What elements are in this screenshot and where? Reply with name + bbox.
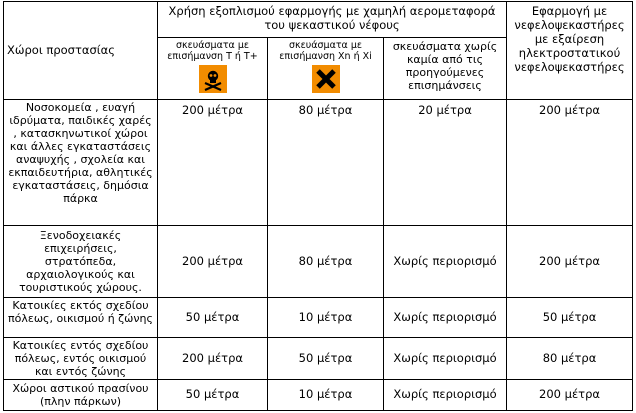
zone-cell: Κατοικίες εντός σχεδίου πόλεως, εντός οικισμού και εντός ζώνης <box>4 337 158 379</box>
zone-cell: Κατοικίες εκτός σχεδίου πόλεως, οικισμού ή ζώνης <box>4 297 158 337</box>
table-row <box>4 337 633 379</box>
table-row <box>4 379 633 410</box>
header-harmful-col <box>268 38 384 100</box>
header-electrostatic: Εφαρμογή με νεφελοψεκαστήρες με εξαίρεση ηλεκτροστατικού νεφελοψεκαστήρες <box>507 2 633 100</box>
table-row <box>4 100 633 225</box>
value-cell: 200 μέτρα <box>507 100 633 225</box>
value-cell: Χωρίς περιορισμό <box>384 297 507 337</box>
header-equipment-group: Χρήση εξοπλισμού εφαρμογής με χαμηλή αερομεταφορά του ψεκαστικού νέφους <box>158 2 507 38</box>
zone-cell: Νοσοκομεία , ευαγή ιδρύματα, παιδικές χαρές , κατασκηνωτικοί χώροι και άλλες εγκαταστάσεις αναψυχής , σχολεία και εκπαιδευτήρια, αθλητικές εγκαταστάσεις, δημόσια πάρκα <box>4 100 158 225</box>
value-cell: 50 μέτρα <box>268 337 384 379</box>
value-cell: Χωρίς περιορισμό <box>384 225 507 297</box>
value-cell: 200 μέτρα <box>507 379 633 410</box>
value-cell: 80 μέτρα <box>268 100 384 225</box>
value-cell: 80 μέτρα <box>507 337 633 379</box>
x-cross-harmful-hazard-icon <box>312 65 340 93</box>
header-no-label-col: σκευάσματα χωρίς καμία από τις προηγούμενες επισημάνσεις <box>384 38 507 100</box>
value-cell: 200 μέτρα <box>507 225 633 297</box>
distance-table <box>3 1 633 411</box>
value-cell: 50 μέτρα <box>507 297 633 337</box>
value-cell: Χωρίς περιορισμό <box>384 337 507 379</box>
zone-cell: Χώροι αστικού πρασίνου (πλην πάρκων) <box>4 379 158 410</box>
value-cell: Χωρίς περιορισμό <box>384 379 507 410</box>
value-cell: 50 μέτρα <box>158 297 268 337</box>
table-row <box>4 297 633 337</box>
value-cell: 10 μέτρα <box>268 379 384 410</box>
header-toxic-label: σκευάσματα με επισήμανση Τ ή Τ+ <box>167 40 258 63</box>
value-cell: 200 μέτρα <box>158 337 268 379</box>
header-harmful-label: σκευάσματα με επισήμανση Xn ή Xi <box>279 40 372 63</box>
value-cell: 200 μέτρα <box>158 225 268 297</box>
header-toxic-col <box>158 38 268 100</box>
value-cell: 10 μέτρα <box>268 297 384 337</box>
value-cell: 20 μέτρα <box>384 100 507 225</box>
value-cell: 50 μέτρα <box>158 379 268 410</box>
table-row <box>4 225 633 297</box>
value-cell: 200 μέτρα <box>158 100 268 225</box>
zone-cell: Ξενοδοχειακές επιχειρήσεις, στρατόπεδα, αρχαιολογικούς και τουριστικούς χώρους. <box>4 225 158 297</box>
value-cell: 80 μέτρα <box>268 225 384 297</box>
skull-crossbones-hazard-icon <box>199 65 227 93</box>
header-zones: Χώροι προστασίας <box>4 2 158 100</box>
